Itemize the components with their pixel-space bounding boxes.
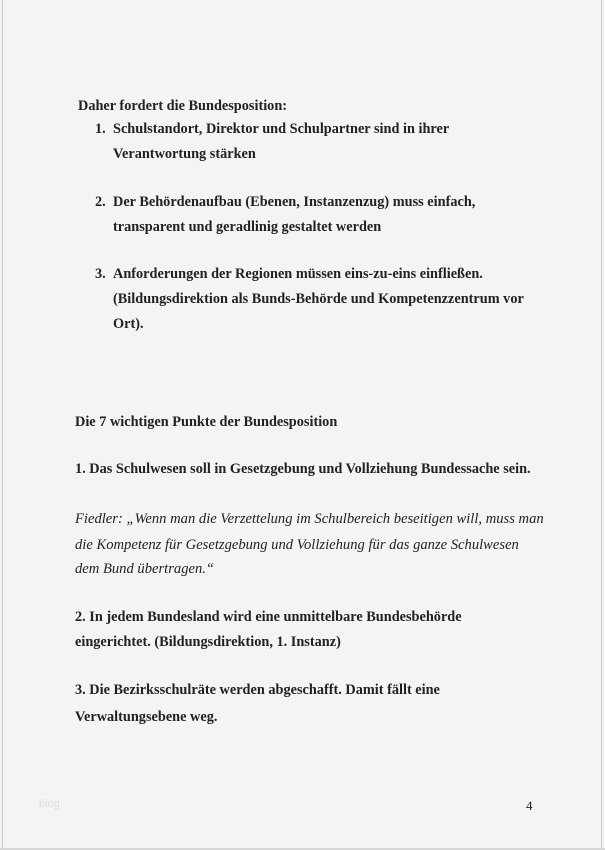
demand-3-line-2: (Bildungsdirektion als Bunds-Behörde und Kompetenzzentrum vor — [113, 291, 524, 307]
intro-text: Daher fordert die Bundesposition: — [78, 98, 288, 114]
watermark: blog — [39, 798, 60, 810]
demand-3-line-3: Ort). — [113, 316, 144, 332]
demand-1-line-2: Verantwortung stärken — [113, 146, 256, 162]
section-heading: Die 7 wichtigen Punkte der Bundesposition — [75, 414, 338, 430]
quote-line-1: Fiedler: „Wenn man die Verzettelung im Schulbereich beseitigen will, muss man — [75, 511, 544, 527]
quote-line-3: dem Bund übertragen.“ — [75, 561, 215, 577]
quote-line-2: die Kompetenz für Gesetzgebung und Vollziehung für das ganze Schulwesen — [75, 537, 519, 553]
point-2-line-1: 2. In jedem Bundesland wird eine unmittelbare Bundesbehörde — [75, 609, 462, 625]
point-2-line-2: eingerichtet. (Bildungsdirektion, 1. Instanz) — [75, 634, 341, 650]
scan-edge-right — [601, 0, 602, 850]
demand-3-line-1: Anforderungen der Regionen müssen eins-zu-eins einfließen. — [113, 266, 483, 282]
point-3-line-1: 3. Die Bezirksschulräte werden abgeschafft. Damit fällt eine — [75, 682, 440, 698]
demand-3-number: 3. — [95, 266, 106, 282]
demand-1-number: 1. — [95, 121, 106, 137]
demand-2-line-1: Der Behördenaufbau (Ebenen, Instanzenzug) muss einfach, — [113, 194, 476, 210]
scan-edge-left — [2, 0, 3, 850]
demand-1-line-1: Schulstandort, Direktor und Schulpartner sind in ihrer — [113, 121, 450, 137]
page-number: 4 — [526, 798, 533, 813]
point-3-line-2: Verwaltungsebene weg. — [75, 709, 218, 725]
point-1: 1. Das Schulwesen soll in Gesetzgebung und Vollziehung Bundessache sein. — [75, 461, 531, 477]
demand-2-number: 2. — [95, 194, 106, 210]
demand-2-line-2: transparent und geradlinig gestaltet werden — [113, 219, 382, 235]
